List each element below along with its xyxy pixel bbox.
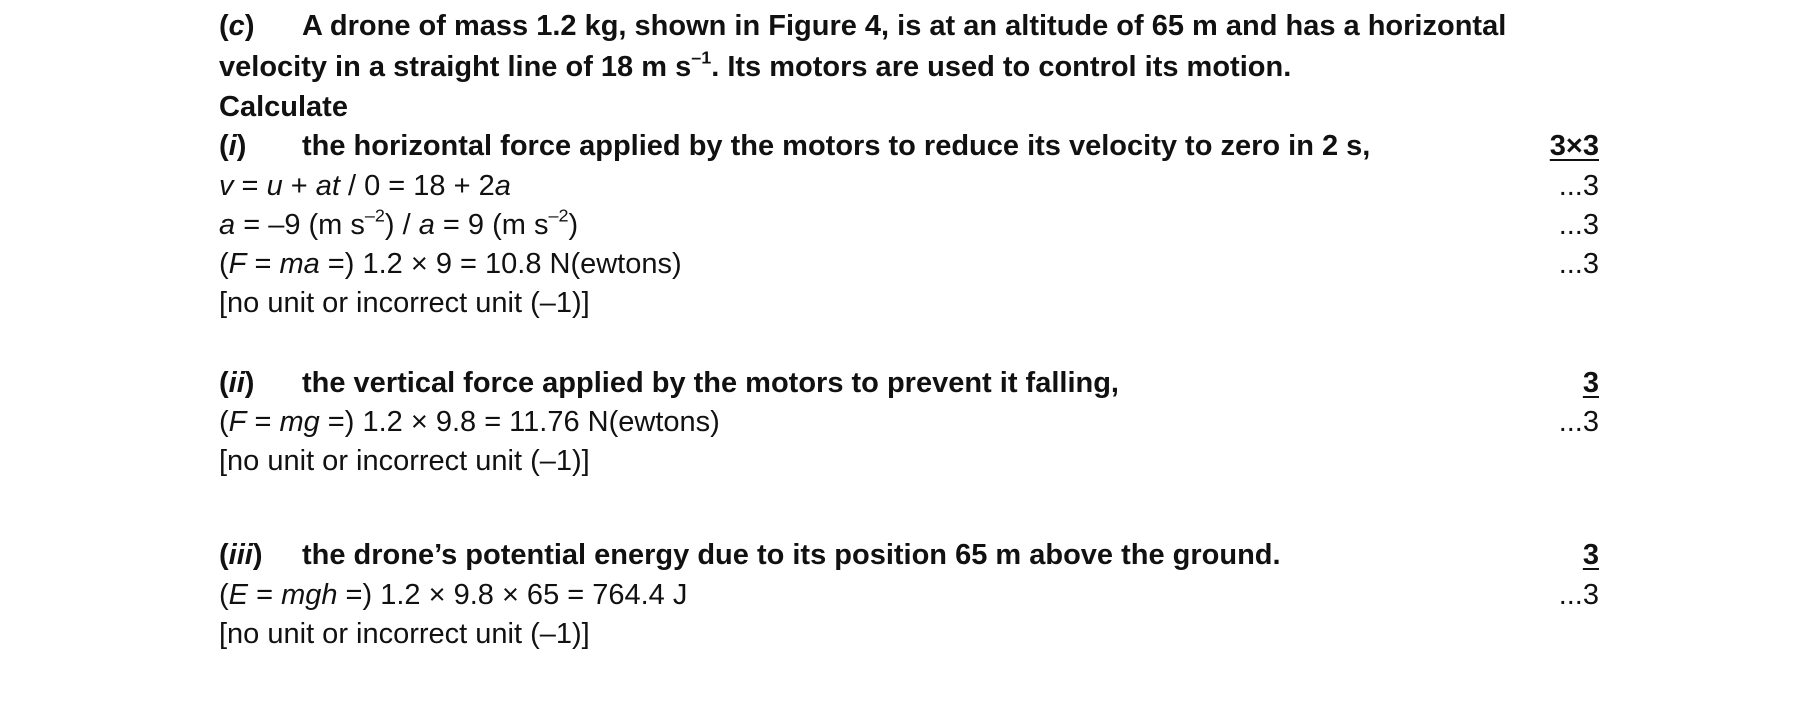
answer-i-3 <box>219 245 682 283</box>
answer-iii-1 <box>219 576 687 614</box>
answer-iii-1-mark: ...3 <box>1558 579 1599 611</box>
question-ii-text: the vertical force applied by the motors to prevent it falling, <box>302 367 1119 399</box>
question-iii <box>219 536 1281 574</box>
marks-total-iii: 3 <box>1582 539 1599 571</box>
question-ii <box>219 364 1119 402</box>
answer-i-1-text: v = u + at / 0 = 18 + 2a <box>219 170 511 202</box>
answer-i-2-text: a = –9 (m $s^{-2}) / a = 9$ (m $s^{-2}$) <box>219 205 579 241</box>
intro-line-2 <box>219 48 1291 86</box>
answer-ii-2: [no unit or incorrect unit (–1)] <box>219 445 590 477</box>
part-label-ii: (ii) <box>219 367 255 399</box>
answer-i-4: [no unit or incorrect unit (–1)] <box>219 287 590 319</box>
part-label-iii: (iii) <box>219 539 263 571</box>
marking-scheme-page <box>219 0 1599 707</box>
intro-line-1 <box>219 7 1506 45</box>
answer-i-2-mark: ...3 <box>1558 209 1599 241</box>
answer-ii-1 <box>219 403 720 441</box>
answer-ii-1-text: (F = mg =) 1.2 × 9.8 = 11.76 N(ewtons) <box>219 406 720 438</box>
part-label-i: (i) <box>219 130 247 162</box>
intro-exponent: –1 <box>691 47 712 68</box>
calculate-heading: Calculate <box>219 91 348 123</box>
marks-total-ii: 3 <box>1582 367 1599 399</box>
answer-i-1 <box>219 167 511 205</box>
answer-i-3-mark: ...3 <box>1558 248 1599 280</box>
answer-iii-1-text: (E = mgh =) 1.2 × 9.8 × 65 = 764.4 J <box>219 579 688 611</box>
answer-i-3-text: (F = ma =) 1.2 × 9 = 10.8 N(ewtons) <box>219 248 682 280</box>
question-iii-text: the drone’s potential energy due to its position 65 m above the ground. <box>302 539 1281 571</box>
answer-i-1-mark: ...3 <box>1558 170 1599 202</box>
intro-text-2b: . Its motors are used to control its motion. <box>711 51 1292 83</box>
intro-text-1: A drone of mass 1.2 kg, shown in Figure 4, is at an altitude of 65 m and has a horizontal <box>302 10 1507 42</box>
answer-iii-2: [no unit or incorrect unit (–1)] <box>219 618 590 650</box>
question-i-text: the horizontal force applied by the motors to reduce its velocity to zero in 2 s, <box>302 130 1371 162</box>
intro-text-2a: velocity in a straight line of 18 m s <box>219 51 692 83</box>
answer-i-2 <box>219 206 578 244</box>
answer-ii-1-mark: ...3 <box>1558 406 1599 438</box>
part-label-c: (c) <box>219 10 255 42</box>
question-i <box>219 127 1370 165</box>
marks-total-i: 3×3 <box>1549 130 1599 162</box>
